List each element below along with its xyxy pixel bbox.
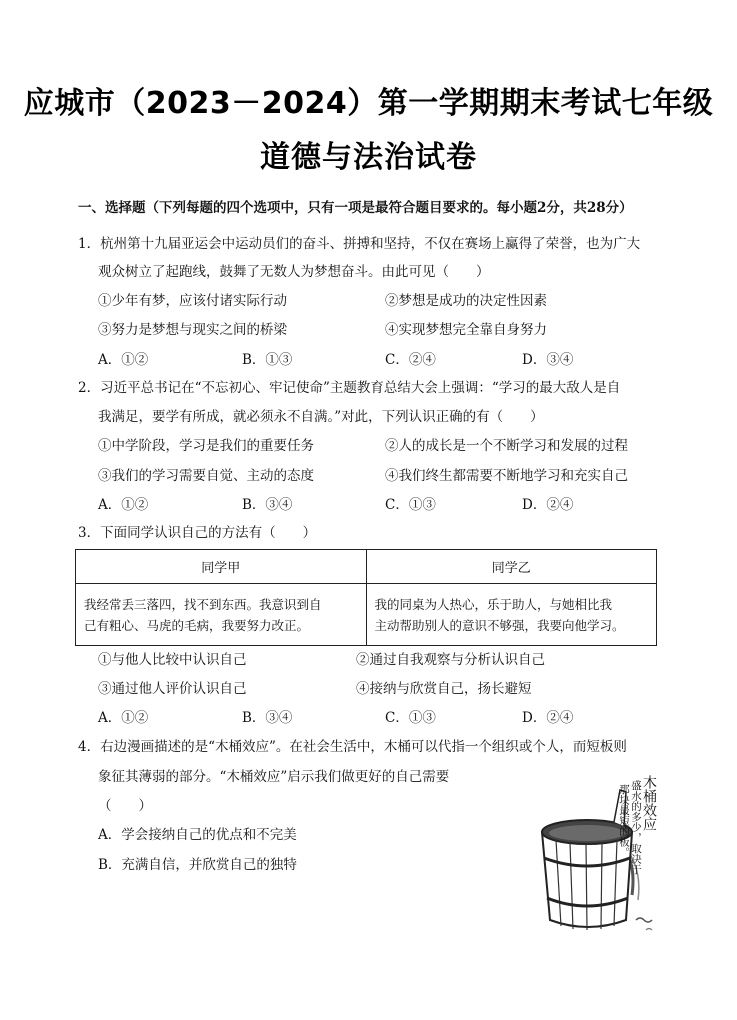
q4-option-b: B．充满自信，并欣赏自己的独特 xyxy=(98,857,297,873)
q1-choice-d: D．③④ xyxy=(522,352,574,368)
q1-statement-3: ③努力是梦想与现实之间的桥梁 xyxy=(98,322,287,338)
q3-statement-3: ③通过他人评价认识自己 xyxy=(98,681,247,697)
q3-statement-1: ①与他人比较中认识自己 xyxy=(98,652,247,668)
q2-choice-b: B．③④ xyxy=(242,497,293,513)
q4-answer-paren: （ ） xyxy=(98,798,152,814)
exam-title-line2: 道德与法治试卷 xyxy=(260,140,477,175)
q2-choice-a: A．①② xyxy=(98,497,149,513)
q3-choice-a: A．①② xyxy=(98,710,149,726)
cartoon-caption-col1: 盛水的多少，取决于 xyxy=(630,780,642,875)
section-heading-choice: 一、选择题（下列每题的四个选项中，只有一项是最符合题目要求的。每小题2分，共28分） xyxy=(78,200,633,216)
q3-cell-b-line1: 我的同桌为人热心，乐于助人，与她相比我 xyxy=(374,596,613,612)
q3-table-cell-student-b xyxy=(366,584,657,646)
q4-stem-line1: 4．右边漫画描述的是“木桶效应”。在社会生活中，木桶可以代指一个组织或个人，而短板则 xyxy=(78,739,627,755)
q1-choice-c: C．②④ xyxy=(385,352,436,368)
q3-table-head-student-a: 同学甲 xyxy=(76,550,367,584)
q3-table-head-student-b: 同学乙 xyxy=(366,550,657,584)
q2-statement-4: ④我们终生都需要不断地学习和充实自己 xyxy=(385,468,628,484)
q2-choice-d: D．②④ xyxy=(522,497,574,513)
q3-comparison-table xyxy=(75,549,657,646)
cartoon-title: 木桶效应 xyxy=(641,775,657,831)
q1-choice-a: A．①② xyxy=(98,352,149,368)
q3-cell-a-line1: 我经常丢三落四，找不到东西。我意识到自 xyxy=(84,596,322,612)
q2-statement-3: ③我们的学习需要自觉、主动的态度 xyxy=(98,468,314,484)
q4-stem-line2: 象征其薄弱的部分。“木桶效应”启示我们做更好的自己需要 xyxy=(98,769,450,785)
q1-stem-line2: 观众树立了起跑线，鼓舞了无数人为梦想奋斗。由此可见（ ） xyxy=(98,264,490,280)
q3-stem-line1: 3．下面同学认识自己的方法有（ ） xyxy=(78,525,317,541)
q2-stem-line2: 我满足，要学有所成，就必须永不自满。”对此，下列认识正确的有（ ） xyxy=(98,409,544,425)
q3-cell-a-line2: 己有粗心、马虎的毛病，我要努力改正。 xyxy=(84,617,310,633)
q3-cell-b-line2: 主动帮助别人的意识不够强，我要向他学习。 xyxy=(374,617,625,633)
q1-choice-b: B．①③ xyxy=(242,352,293,368)
q2-choice-c: C．①③ xyxy=(385,497,436,513)
q2-statement-2: ②人的成长是一个不断学习和发展的过程 xyxy=(385,438,628,454)
q3-choice-c: C．①③ xyxy=(385,710,436,726)
q4-option-a: A．学会接纳自己的优点和不完美 xyxy=(98,827,297,843)
q1-statement-4: ④实现梦想完全靠自身努力 xyxy=(385,322,547,338)
q1-statement-2: ②梦想是成功的决定性因素 xyxy=(385,293,547,309)
q2-stem-line1: 2．习近平总书记在“不忘初心、牢记使命”主题教育总结大会上强调：“学习的最大敌人是自 xyxy=(78,380,621,396)
exam-title-line1: 应城市（2023－2024）第一学期期末考试七年级 xyxy=(23,86,714,121)
q1-stem-line1: 1．杭州第十九届亚运会中运动员们的奋斗、拼搏和坚持，不仅在赛场上赢得了荣誉，也为广大 xyxy=(78,236,641,252)
q3-choice-d: D．②④ xyxy=(522,710,574,726)
q1-statement-1: ①少年有梦，应该付诸实际行动 xyxy=(98,293,287,309)
cartoon-caption-col2: 那块最短的板。 xyxy=(618,784,630,858)
q3-table-cell-student-a xyxy=(76,584,367,646)
q3-statement-2: ②通过自我观察与分析认识自己 xyxy=(356,652,545,668)
q3-statement-4: ④接纳与欣赏自己，扬长避短 xyxy=(356,681,532,697)
q2-statement-1: ①中学阶段，学习是我们的重要任务 xyxy=(98,438,314,454)
q3-choice-b: B．③④ xyxy=(242,710,293,726)
